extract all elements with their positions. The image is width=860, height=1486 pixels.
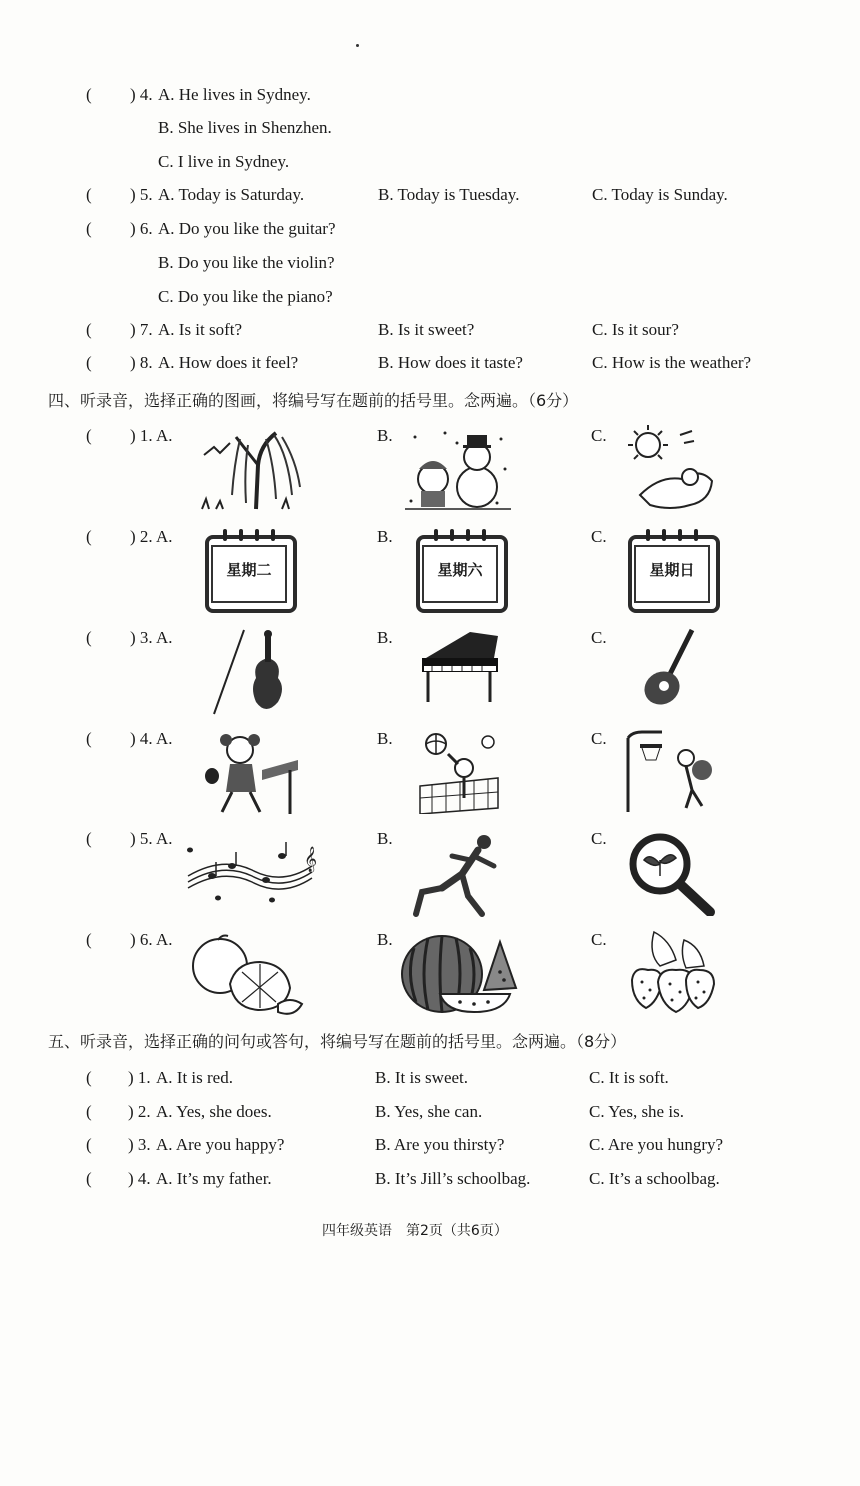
question-number: ) 4. A. [130, 729, 173, 748]
option-c-label: C. [591, 930, 607, 949]
question-number: ) 5. [130, 185, 153, 204]
option-c-label: C. [591, 729, 607, 748]
page-footer: 四年级英语 第2页（共6页） [322, 1223, 508, 1239]
winter-snowman-icon [405, 425, 511, 511]
option-b-label: B. [377, 930, 393, 949]
volleyball-icon [418, 728, 500, 814]
option-a: A. How does it feel? [158, 353, 299, 372]
ping-pong-icon [200, 730, 298, 814]
option-b-label: B. [377, 729, 393, 748]
guitar-icon [640, 626, 704, 708]
option-a: A. It’s my father. [156, 1169, 272, 1188]
science-magnifier-icon [624, 830, 716, 916]
option-b-label: B. [377, 628, 393, 647]
calendar-sunday-icon [628, 535, 716, 609]
option-c: C. Are you hungry? [589, 1135, 724, 1154]
option-c-label: C. [591, 527, 607, 546]
violin-icon [208, 628, 292, 716]
question-number: ) 1. [128, 1068, 151, 1087]
running-icon [412, 830, 502, 918]
calendar-label: 星期二 [226, 561, 272, 579]
option-c: C. Is it sour? [592, 320, 679, 339]
option-c-label: C. [591, 628, 607, 647]
calendar-tuesday-icon [205, 535, 293, 609]
option-b: B. It is sweet. [375, 1068, 469, 1087]
watermelon-icon [400, 932, 518, 1016]
option-c: C. I live in Sydney. [158, 152, 290, 171]
question-number: ) 6. [130, 219, 153, 238]
option-b: B. Is it sweet? [378, 320, 475, 339]
option-b: B. Are you thirsty? [375, 1135, 505, 1154]
option-c: C. Today is Sunday. [592, 185, 728, 204]
calendar-saturday-icon [416, 535, 504, 609]
option-c: C. Do you like the piano? [158, 287, 333, 306]
question-number: ) 8. [130, 353, 153, 372]
summer-sun-icon [620, 425, 720, 511]
question-number: ) 1. A. [130, 426, 173, 445]
option-b-label: B. [377, 829, 393, 848]
strawberry-icon [624, 930, 716, 1016]
option-c-label: C. [591, 829, 607, 848]
spring-willow-icon [196, 425, 304, 511]
question-number: ) 4. [128, 1169, 151, 1188]
option-b-label: B. [377, 527, 393, 546]
option-a: A. Yes, she does. [156, 1102, 272, 1121]
calendar-label: 星期日 [649, 561, 695, 579]
option-b: B. Do you like the violin? [158, 253, 335, 272]
ink-dot [356, 44, 359, 47]
option-a: A. Are you happy? [156, 1135, 285, 1154]
music-icon [182, 836, 318, 906]
question-number: ) 7. [130, 320, 153, 339]
basketball-icon [622, 728, 718, 814]
option-b: B. Yes, she can. [375, 1102, 483, 1121]
exam-page: ( ) 4. A. He lives in Sydney. B. She lives in Shenzhen. C. I live in Sydney. ( ) 5. A. Today is Saturday. B. Today is Tuesday. C. Today is Sunday. ( ) 6. A. Do you like the guitar? B. Do you like the violin? C. Do you like the piano? ( ) 7. A. Is it soft? B. Is it sweet? C. Is it sour? ( ) 8. A. How does it feel? B. How does it taste? C. How is the weather? 四、听录音，选择正确的图画，将编号写在题前的括号里。念两遍。（6分） ( ) 1. A. B. C. ( ) 2. A. B. C. 星期二 星期六 星期日 ( ) 3. A. B. C. ( ) 4. A. B. C. ( ) 5. A. B. C. 𝄞 ( ) 6. A. B. C. 五、听录音，选择正确的问句或答句，将编号写在题前的括号里。念两遍。（8分） ( ) 1. A. It is red. B. It is sweet. C. It is soft. ( ) 2. A. Yes, she does. B. Yes, she can. C. Yes, she is. ( ) 3. A. Are you happy? B. Are you thirsty? C. Are you hungry? ( ) 4. A. It’s my father. B. It’s Jill’s schoolbag. C. It’s a schoolbag. 四年级英语 第2页（共6页） [0, 0, 860, 1486]
option-b: B. How does it taste? [378, 353, 523, 372]
option-c: C. How is the weather? [592, 353, 752, 372]
section-5-heading: 五、听录音，选择正确的问句或答句，将编号写在题前的括号里。念两遍。（8分） [48, 1032, 627, 1051]
question-number: ) 3. [128, 1135, 151, 1154]
option-c: C. Yes, she is. [589, 1102, 684, 1121]
question-number: ) 5. A. [130, 829, 173, 848]
option-b: B. It’s Jill’s schoolbag. [375, 1169, 531, 1188]
option-a: A. It is red. [156, 1068, 233, 1087]
question-number: ) 2. [128, 1102, 151, 1121]
option-a: A. Do you like the guitar? [158, 219, 336, 238]
option-b: B. She lives in Shenzhen. [158, 118, 332, 137]
question-number: ) 4. [130, 85, 153, 104]
option-c: C. It is soft. [589, 1068, 669, 1087]
calendar-label: 星期六 [437, 561, 483, 579]
question-number: ) 6. A. [130, 930, 173, 949]
question-number: ) 2. A. [130, 527, 173, 546]
orange-icon [190, 932, 308, 1018]
question-number: ) 3. A. [130, 628, 173, 647]
option-c-label: C. [591, 426, 607, 445]
option-a: A. Is it soft? [158, 320, 243, 339]
section-4-heading: 四、听录音，选择正确的图画，将编号写在题前的括号里。念两遍。（6分） [48, 391, 579, 410]
option-b-label: B. [377, 426, 393, 445]
option-b: B. Today is Tuesday. [378, 185, 520, 204]
piano-icon [420, 628, 502, 704]
option-c: C. It’s a schoolbag. [589, 1169, 720, 1188]
svg-text:𝄞: 𝄞 [304, 847, 318, 872]
option-a: A. Today is Saturday. [158, 185, 305, 204]
option-a: A. He lives in Sydney. [158, 85, 311, 104]
